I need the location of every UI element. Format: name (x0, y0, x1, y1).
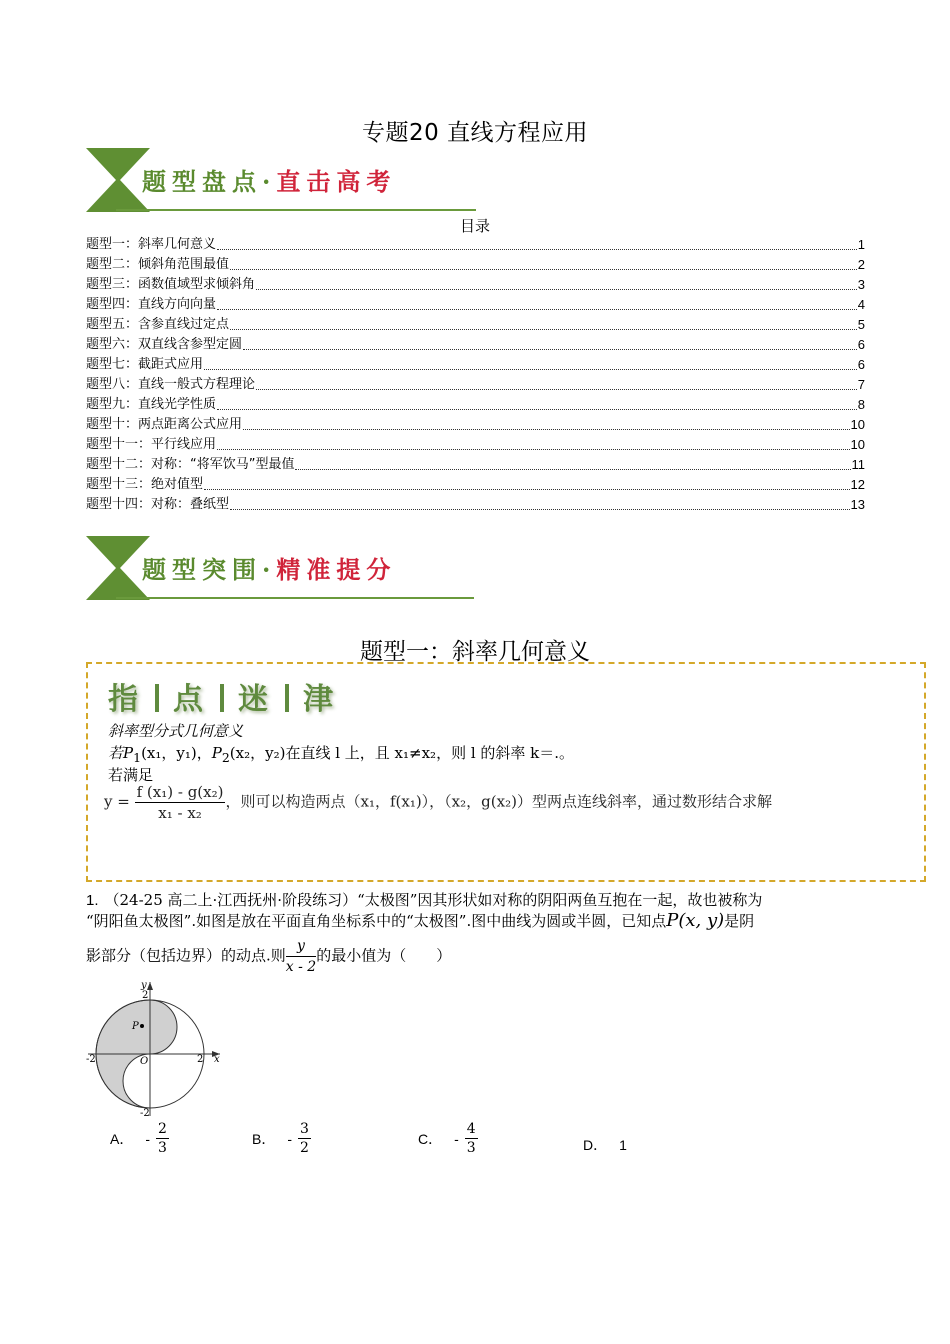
toc-item-page: 5 (857, 317, 865, 332)
tip-point-p2: P (211, 744, 222, 762)
question-line-3 (86, 936, 451, 977)
toc-item-label: 题型一：斜率几何意义 (86, 237, 217, 252)
question-point: P(x, y) (666, 910, 725, 931)
tip-slope-definition (108, 742, 574, 765)
toc-item-page: 11 (851, 457, 865, 472)
banner-red-text: 直击高考 (276, 167, 397, 196)
toc-item-page: 6 (857, 337, 865, 352)
toc-item-page: 10 (850, 437, 865, 452)
choice-fraction (156, 1120, 169, 1157)
fraction-numerator: 4 (466, 1121, 476, 1137)
toc-item[interactable] (86, 255, 865, 275)
x-axis-label: x (214, 1054, 220, 1065)
toc-leader (204, 368, 857, 370)
hourglass-icon (86, 148, 150, 212)
toc-item-label: 题型十：两点距离公式应用 (86, 417, 243, 432)
toc-leader (204, 488, 850, 490)
tip-text: 若 (108, 744, 124, 762)
tip-subtitle: 斜率型分式几何意义 (108, 722, 244, 740)
table-of-contents (86, 235, 865, 515)
banner-question-breakthrough (86, 536, 486, 602)
tip-heading-char: 点 (173, 682, 206, 717)
toc-item-page: 8 (857, 397, 865, 412)
tick-right: 2 (197, 1054, 204, 1065)
tip-heading-separator (155, 684, 159, 712)
question-line-2 (86, 910, 754, 931)
banner-text (142, 162, 396, 197)
tip-heading-char: 津 (303, 682, 336, 717)
toc-leader (230, 268, 857, 270)
tip-heading-char: 指 (108, 682, 141, 717)
toc-item[interactable] (86, 335, 865, 355)
toc-leader (243, 428, 850, 430)
banner-underline (116, 209, 476, 211)
toc-item-page: 1 (857, 237, 865, 252)
fraction-denominator: 2 (300, 1140, 309, 1156)
choice-fraction (465, 1120, 478, 1157)
question-fraction (286, 936, 316, 977)
toc-item-page: 3 (857, 277, 865, 292)
toc-leader (243, 348, 857, 350)
toc-item-label: 题型十二：对称：“将军饮马”型最值 (86, 457, 295, 472)
taiji-figure (84, 978, 226, 1120)
tip-point-p1: P (123, 744, 134, 762)
choice-sign: - (454, 1130, 459, 1147)
choice-a[interactable] (110, 1120, 169, 1157)
toc-item[interactable] (86, 475, 865, 495)
toc-leader (217, 448, 850, 450)
toc-item-page: 4 (857, 297, 865, 312)
toc-item-page: 13 (850, 497, 865, 512)
toc-item-page: 12 (850, 477, 865, 492)
tip-text: (x₂，y₂) (229, 744, 286, 762)
tip-formula (104, 782, 772, 823)
tip-text: 在直线 l 上，且 x₁≠x₂，则 l 的斜率 k＝.。 (285, 744, 575, 762)
toc-leader (256, 388, 857, 390)
toc-leader (230, 328, 857, 330)
toc-item-page: 2 (857, 257, 865, 272)
toc-item-label: 题型十一：平行线应用 (86, 437, 217, 452)
question-number: 1. (86, 892, 99, 909)
toc-item-label: 题型五：含参直线过定点 (86, 317, 230, 332)
toc-item-page: 7 (857, 377, 865, 392)
tip-heading-char: 迷 (238, 682, 271, 717)
choice-sign: - (287, 1130, 293, 1147)
tip-heading-separator (285, 684, 289, 712)
choice-b[interactable] (252, 1120, 311, 1157)
toc-leader (217, 408, 857, 410)
fraction-numerator: y (286, 936, 316, 957)
section-title: 题型一：斜率几何意义 (360, 639, 590, 665)
banner-text (142, 550, 396, 585)
toc-leader (256, 288, 857, 290)
choice-sign: - (145, 1130, 151, 1147)
tick-left: -2 (86, 1054, 96, 1065)
fraction-denominator: 3 (466, 1140, 476, 1156)
toc-item-label: 题型九：直线光学性质 (86, 397, 217, 412)
choice-letter: B． (252, 1130, 276, 1147)
tick-top: 2 (142, 990, 149, 1001)
y-axis-label: y (141, 980, 147, 991)
fraction-denominator: 3 (158, 1140, 167, 1156)
tip-text: (x₁，y₁)， (141, 744, 212, 762)
toc-item[interactable] (86, 275, 865, 295)
toc-item[interactable] (86, 235, 865, 255)
question-text: 是阴 (724, 912, 755, 930)
fraction-denominator: x - 2 (285, 959, 317, 975)
toc-item-label: 题型三：函数值域型求倾斜角 (86, 277, 256, 292)
tip-box (86, 662, 926, 882)
toc-item[interactable] (86, 375, 865, 395)
toc-leader (217, 308, 857, 310)
choice-letter: C． (418, 1130, 443, 1147)
fraction-numerator: 2 (158, 1121, 167, 1137)
banner-green-text: 题型突围 (142, 555, 262, 584)
choice-value: 1 (619, 1137, 627, 1153)
point-p-label: P (132, 1021, 139, 1032)
toc-title: 目录 (459, 217, 490, 235)
toc-leader (295, 468, 850, 470)
choice-c[interactable] (418, 1120, 478, 1157)
toc-item[interactable] (86, 395, 865, 415)
toc-item[interactable] (86, 295, 865, 315)
toc-item-page: 6 (857, 357, 865, 372)
tip-condition: 若满足 (108, 766, 154, 784)
toc-item[interactable] (86, 495, 865, 515)
choice-letter: D． (583, 1137, 608, 1153)
banner-dot: · (262, 555, 277, 584)
banner-question-types-overview (86, 148, 486, 214)
question-text: “太极图”因其形状如对称的阴阳两鱼互抱在一起，故也被称为 (357, 891, 763, 909)
toc-leader (230, 508, 850, 510)
toc-leader (217, 248, 857, 250)
formula-numerator: f (x₁) - g(x₂) (136, 783, 224, 801)
formula-denominator: x₁ - x₂ (158, 804, 202, 822)
origin-label: O (140, 1056, 149, 1067)
tip-heading (108, 674, 336, 718)
tip-heading-separator (220, 684, 224, 712)
banner-red-text: 精准提分 (276, 555, 397, 584)
question-text: 影部分（包括边界）的动点.则 (86, 946, 286, 965)
document-title: 专题20 直线方程应用 (361, 120, 589, 146)
formula-fraction (135, 782, 226, 823)
formula-lhs: y = (104, 792, 130, 811)
choice-fraction (298, 1120, 311, 1157)
toc-item[interactable] (86, 455, 865, 475)
toc-item-label: 题型四：直线方向向量 (86, 297, 217, 312)
tip-subscript: 1 (133, 750, 142, 765)
toc-item-label: 题型八：直线一般式方程理论 (86, 377, 256, 392)
choice-letter: A． (110, 1130, 134, 1147)
toc-item[interactable] (86, 355, 865, 375)
toc-item-label: 题型十四：对称：叠纸型 (86, 497, 230, 512)
toc-item[interactable] (86, 315, 865, 335)
hourglass-icon (86, 536, 150, 600)
choice-d[interactable] (583, 1135, 627, 1155)
toc-item-label: 题型七：截距式应用 (86, 357, 204, 372)
formula-explanation: ，则可以构造两点（x₁，f(x₁)），（x₂，g(x₂)）型两点连线斜率，通过数形结合求解 (225, 792, 772, 811)
toc-item[interactable] (86, 435, 865, 455)
question-text: 的最小值为（ ） (316, 946, 452, 965)
banner-dot: · (262, 167, 277, 196)
toc-item-label: 题型二：倾斜角范围最值 (86, 257, 230, 272)
fraction-numerator: 3 (300, 1121, 309, 1137)
toc-item-label: 题型六：双直线含参型定圆 (86, 337, 243, 352)
toc-item-page: 10 (850, 417, 865, 432)
question-source: （24-25 高二上·江西抚州·阶段练习） (104, 891, 358, 909)
question-text: “阴阳鱼太极图”.如图是放在平面直角坐标系中的“太极图”.图中曲线为圆或半圆，已知点 (86, 912, 667, 930)
banner-underline (116, 597, 474, 599)
tick-bottom: -2 (140, 1108, 150, 1119)
toc-item[interactable] (86, 415, 865, 435)
question-line-1 (86, 889, 762, 910)
tip-subscript: 2 (221, 750, 230, 765)
toc-item-label: 题型十三：绝对值型 (86, 477, 204, 492)
banner-green-text: 题型盘点 (142, 167, 262, 196)
